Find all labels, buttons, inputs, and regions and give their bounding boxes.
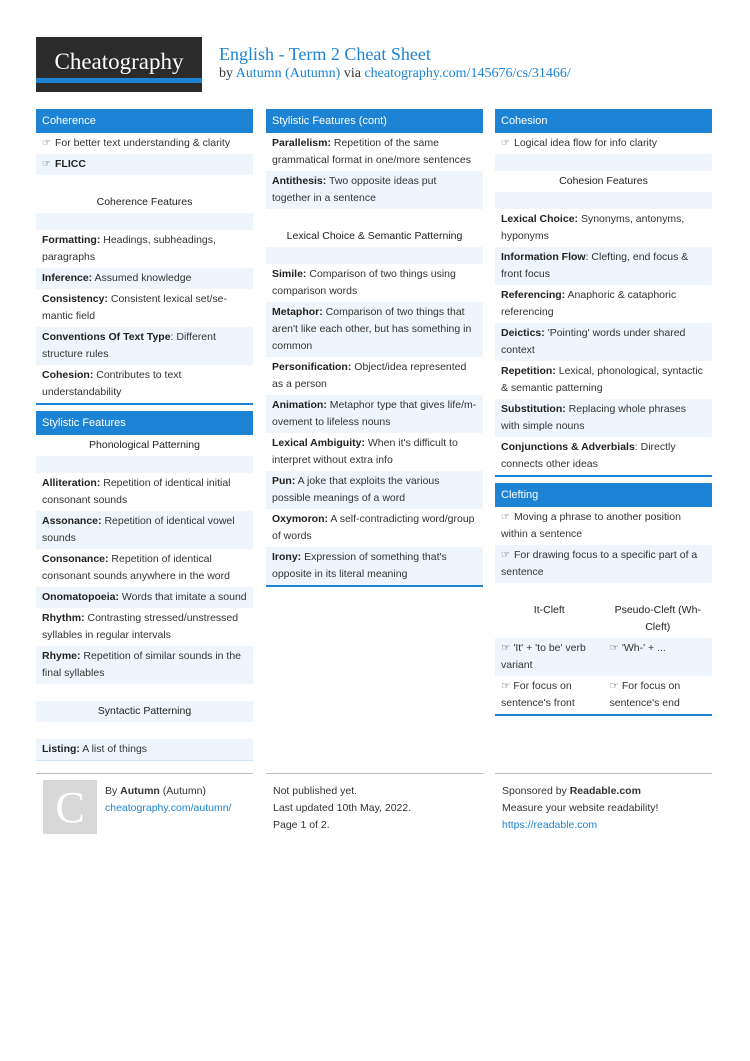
bullet-item <box>36 133 253 154</box>
publish-status: Not published yet. <box>273 785 358 797</box>
definition-row <box>36 739 253 760</box>
table-cell <box>604 676 713 714</box>
hand-pointing-right-icon: ☞ <box>501 138 510 149</box>
definition: Metaphor type that gives life/movement to lifeless nouns <box>272 399 477 428</box>
definition: : Different structure rules <box>42 331 216 360</box>
definition-row <box>266 547 483 585</box>
hand-pointing-right-icon: ☞ <box>42 159 51 170</box>
definition: Object/idea represented as a person <box>272 361 467 390</box>
hand-pointing-right-icon: ☞ <box>501 512 510 523</box>
term: Animation: <box>272 399 327 411</box>
definition: Repetition of the same grammatical format in one/more sentences <box>272 137 472 166</box>
definition-row <box>266 471 483 509</box>
definition-row <box>266 264 483 302</box>
definition: Synonyms, antonyms, hyponyms <box>501 213 685 242</box>
footer-author <box>105 783 231 817</box>
hand-pointing-right-icon: ☞ <box>609 680 619 692</box>
term: Lexical Choice: <box>501 213 579 225</box>
term: Listing: <box>42 743 80 755</box>
footer-author-name[interactable]: Autumn <box>120 785 160 797</box>
avatar-letter: C <box>55 783 85 832</box>
definition: Repetition of identical vowel sounds <box>42 515 235 544</box>
column-header: Pseudo-Cleft (Wh-Cleft) <box>614 604 701 633</box>
column-header: It-Cleft <box>533 604 565 616</box>
definition-row <box>266 171 483 209</box>
last-updated: Last updated 10th May, 2022. <box>273 802 412 814</box>
table-header-row <box>495 600 712 638</box>
sponsor-prefix: Sponsored by <box>502 785 570 797</box>
definition: : Directly connects other ideas <box>501 441 676 470</box>
bullet-item <box>36 154 253 175</box>
definition-row <box>266 509 483 547</box>
bullet-text: Moving a phrase to another position within a sentence <box>501 511 681 540</box>
spacer <box>266 247 483 264</box>
spacer <box>36 684 253 701</box>
definition: Anaphoric & cataphoric referencing <box>501 289 677 318</box>
footer-divider <box>266 773 483 774</box>
sponsor-link[interactable]: https://readable.com <box>502 819 598 831</box>
definition-row <box>495 209 712 247</box>
bullet-text: FLICC <box>55 158 86 170</box>
definition: Lexical, phonological, syntactic & semantic patterning <box>501 365 703 394</box>
definition: Repetition of identical consonant sounds anywhere in the word <box>42 553 230 582</box>
logo-text: Cheatography <box>54 49 184 74</box>
term: Information Flow <box>501 251 586 263</box>
definition: Contrasting stressed/unstressed syllables in regular intervals <box>42 612 239 641</box>
definition: Words that imitate a sound <box>119 591 247 603</box>
term: Conjunctions & Adverbials <box>501 441 635 453</box>
column-1 <box>36 109 253 767</box>
definition-row <box>36 473 253 511</box>
definition-row <box>36 646 253 684</box>
subsection-title: Phonological Patterning <box>36 435 253 456</box>
definition-row <box>266 302 483 357</box>
definition: Repetition of similar sounds in the final syllables <box>42 650 242 679</box>
spacer <box>495 583 712 600</box>
footer-sponsor <box>502 783 658 834</box>
definition: 'Pointing' words under shared context <box>501 327 686 356</box>
cheatography-logo[interactable] <box>36 37 202 92</box>
author-link[interactable]: Autumn (Autumn) <box>235 66 341 81</box>
cell-text: For focus on sentence's end <box>609 680 681 709</box>
spacer <box>36 456 253 473</box>
term: Consistency: <box>42 293 108 305</box>
footer-author-line <box>105 783 231 800</box>
column-2 <box>266 109 483 593</box>
subsection-title: Cohesion Features <box>495 171 712 192</box>
page-number: Page 1 of 2. <box>273 819 330 831</box>
stylistic-features-section <box>36 411 253 761</box>
logo-underline <box>36 78 202 83</box>
definition: A joke that exploits the various possible meanings of a word <box>272 475 440 504</box>
term: Personification: <box>272 361 352 373</box>
bullet-text: Logical idea flow for info clarity <box>514 137 657 149</box>
term: Consonance: <box>42 553 109 565</box>
term: Formatting: <box>42 234 101 246</box>
term: Conventions Of Text Type <box>42 331 171 343</box>
definition-row <box>36 230 253 268</box>
definition-row <box>495 361 712 399</box>
definition: When it's difficult to interpret without extra info <box>272 437 458 466</box>
page-title[interactable]: English - Term 2 Cheat Sheet <box>219 44 431 64</box>
footer-by: By <box>105 785 121 797</box>
sponsor-line <box>502 783 658 800</box>
definition-row <box>495 323 712 361</box>
spacer <box>36 722 253 739</box>
term: Parallelism: <box>272 137 331 149</box>
definition-row <box>36 268 253 289</box>
footer-divider <box>495 773 712 774</box>
definition-row <box>495 285 712 323</box>
table-cell <box>495 638 604 676</box>
spacer <box>495 192 712 209</box>
definition: Contributes to text understandability <box>42 369 182 398</box>
definition-row <box>36 549 253 587</box>
sheet-url-link[interactable]: cheatography.com/145676/cs/31466/ <box>364 66 571 81</box>
table-row <box>495 676 712 714</box>
footer-divider <box>36 773 253 774</box>
definition-row <box>266 133 483 171</box>
term: Antithesis: <box>272 175 327 187</box>
section-title: Coherence <box>36 109 253 133</box>
term: Lexical Ambiguity: <box>272 437 365 449</box>
section-title: Clefting <box>495 483 712 507</box>
section-title: Cohesion <box>495 109 712 133</box>
subsection-title: Coherence Features <box>36 192 253 213</box>
hand-pointing-right-icon: ☞ <box>501 680 511 692</box>
definition: Comparison of two things using comparison words <box>272 268 456 297</box>
table-cell <box>604 638 713 676</box>
clefting-table <box>495 600 712 714</box>
definition: Replacing whole phrases with simple nouns <box>501 403 686 432</box>
bullet-item <box>495 545 712 583</box>
footer-author-paren: (Autumn) <box>159 785 206 797</box>
cell-text: For focus on sentence's front <box>501 680 575 709</box>
bullet-text: For drawing focus to a specific part of a sentence <box>501 549 698 578</box>
term: Repetition: <box>501 365 556 377</box>
section-title: Stylistic Features <box>36 411 253 435</box>
spacer <box>495 154 712 171</box>
definition: Expression of something that's opposite in its literal meaning <box>272 551 447 580</box>
term: Metaphor: <box>272 306 323 318</box>
term: Pun: <box>272 475 296 487</box>
definition-row <box>36 608 253 646</box>
cohesion-section <box>495 109 712 477</box>
term: Rhythm: <box>42 612 85 624</box>
hand-pointing-right-icon: ☞ <box>42 138 51 149</box>
definition: : Clefting, end focus & front focus <box>501 251 689 280</box>
definition: A list of things <box>79 743 148 755</box>
avatar[interactable] <box>43 780 97 834</box>
coherence-section <box>36 109 253 405</box>
cell-text: 'It' + 'to be' verb variant <box>501 642 586 671</box>
definition-row <box>36 327 253 365</box>
term: Oxymoron: <box>272 513 329 525</box>
clefting-section <box>495 483 712 716</box>
term: Simile: <box>272 268 307 280</box>
byline-by: by <box>219 66 236 81</box>
byline-via: via <box>340 66 365 81</box>
byline <box>219 66 571 82</box>
term: Substitution: <box>501 403 566 415</box>
term: Rhyme: <box>42 650 81 662</box>
definition: A self-contradicting word/group of words <box>272 513 475 542</box>
bullet-item <box>495 133 712 154</box>
stylistic-features-cont-section <box>266 109 483 587</box>
definition-row <box>266 395 483 433</box>
column-3 <box>495 109 712 722</box>
term: Assonance: <box>42 515 102 527</box>
definition-row <box>495 399 712 437</box>
definition: Assumed knowledge <box>92 272 192 284</box>
definition-row <box>36 511 253 549</box>
spacer <box>36 213 253 230</box>
term: Deictics: <box>501 327 545 339</box>
table-cell <box>495 676 604 714</box>
definition-row <box>36 289 253 327</box>
term: Onomatopoeia: <box>42 591 120 603</box>
definition-row <box>266 357 483 395</box>
definition: Two opposite ideas put together in a sentence <box>272 175 437 204</box>
bullet-item <box>495 507 712 545</box>
spacer <box>266 209 483 226</box>
subsection-title: Syntactic Patterning <box>36 701 253 722</box>
subsection-title: Lexical Choice & Semantic Patterning <box>266 226 483 247</box>
spacer <box>36 175 253 192</box>
hand-pointing-right-icon: ☞ <box>501 642 511 654</box>
sponsor-name[interactable]: Readable.com <box>569 785 641 797</box>
cell-text: 'Wh-' + ... <box>621 642 666 654</box>
hand-pointing-right-icon: ☞ <box>609 642 619 654</box>
footer-status <box>273 783 411 834</box>
definition-row <box>266 433 483 471</box>
term: Referencing: <box>501 289 566 301</box>
term: Cohesion: <box>42 369 94 381</box>
definition: Comparison of two things that aren't like each other, but has something in common <box>272 306 472 352</box>
term: Alliteration: <box>42 477 101 489</box>
term: Inference: <box>42 272 93 284</box>
bullet-text: For better text understanding & clarity <box>55 137 231 149</box>
definition: Headings, subheadings, paragraphs <box>42 234 216 263</box>
hand-pointing-right-icon: ☞ <box>501 550 510 561</box>
section-title: Stylistic Features (cont) <box>266 109 483 133</box>
definition-row <box>36 587 253 608</box>
table-row <box>495 638 712 676</box>
definition-row <box>495 437 712 475</box>
definition: Consistent lexical set/semantic field <box>42 293 227 322</box>
definition-row <box>495 247 712 285</box>
term: Irony: <box>272 551 302 563</box>
definition-row <box>36 365 253 403</box>
sponsor-tagline: Measure your website readability! <box>502 802 659 814</box>
footer-author-link[interactable]: cheatography.com/autumn/ <box>105 802 232 814</box>
definition: Repetition of identical initial consonant sounds <box>42 477 231 506</box>
